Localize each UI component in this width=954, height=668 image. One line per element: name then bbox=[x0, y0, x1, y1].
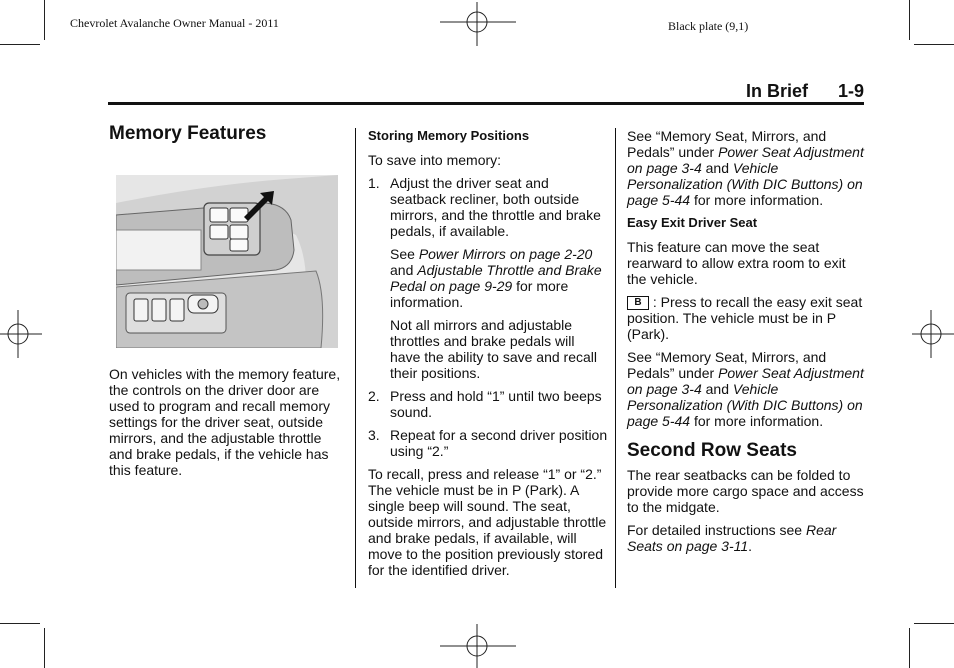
easy-exit-button-icon: B bbox=[627, 296, 649, 310]
memory-body: On vehicles with the memory feature, the controls on the driver door are used to program and recall memory settings for the driver seat, outside mirrors, and the adjustable throttle and brake pedals, if the vehicle has this feature. bbox=[109, 366, 341, 478]
ref-power-seat[interactable]: Power Seat Adjustment on page 3-4 bbox=[627, 144, 864, 176]
memory-intro bbox=[109, 366, 345, 485]
ref-vehicle-personalization[interactable]: Vehicle Personalization (With DIC Buttons) on page 5-44 bbox=[627, 160, 863, 208]
step-2 bbox=[368, 388, 608, 420]
column-divider bbox=[355, 128, 356, 588]
crop-mark bbox=[44, 628, 45, 668]
ref-vehicle-personalization[interactable]: Vehicle Personalization (With DIC Buttons) on page 5-44 bbox=[627, 381, 863, 430]
column-divider bbox=[615, 128, 616, 588]
tail-text: for more information. bbox=[390, 278, 569, 310]
recall-text: To recall, press and release “1” or “2.” The vehicle must be in P (Park). A single beep will sound. The seat, outside mirrors, and adjustable throttle and brake pedals, if available, will move to the position previously stored for the identified driver. bbox=[368, 466, 607, 578]
registration-mark-left bbox=[0, 310, 42, 358]
crop-mark bbox=[914, 623, 954, 624]
and-text: and bbox=[701, 160, 733, 176]
step-text: Press and hold “1” until two beeps sound. bbox=[390, 388, 602, 420]
page-number: 1-9 bbox=[837, 81, 864, 101]
registration-mark-bottom bbox=[440, 624, 516, 668]
header-rule bbox=[108, 102, 864, 105]
see-memory-2 bbox=[627, 349, 865, 429]
ref-adjustable-pedal[interactable]: Adjustable Throttle and Brake Pedal on page 9-29 bbox=[390, 262, 602, 294]
and-text: and bbox=[701, 381, 733, 398]
see-memory-1 bbox=[627, 128, 865, 208]
see-text: See “Memory Seat, Mirrors, and Pedals” under bbox=[627, 349, 827, 382]
crop-mark bbox=[914, 44, 954, 45]
ref-rear-seats[interactable]: Rear Seats on page 3-11 bbox=[627, 522, 837, 555]
crop-mark bbox=[909, 0, 910, 40]
and-text: and bbox=[390, 262, 418, 278]
step-1-see bbox=[368, 246, 608, 310]
see-text: See bbox=[390, 246, 419, 262]
storing-intro: To save into memory: bbox=[368, 152, 502, 168]
ref-power-mirrors[interactable]: Power Mirrors on page 2-20 bbox=[418, 246, 593, 262]
step-number: 2. bbox=[368, 388, 380, 404]
easy-exit-heading: Easy Exit Driver Seat bbox=[627, 215, 758, 230]
see-text: See “Memory Seat, Mirrors, and Pedals” under bbox=[627, 128, 827, 160]
icon-description: : Press to recall the easy exit seat position. The vehicle must be in P (Park). bbox=[627, 294, 863, 343]
storing-heading: Storing Memory Positions bbox=[368, 128, 530, 143]
column-2 bbox=[368, 128, 608, 585]
crop-mark bbox=[909, 628, 910, 668]
detail-instructions bbox=[627, 522, 865, 554]
step-text: Repeat for a second driver position using “2.” bbox=[390, 427, 608, 459]
ref-power-seat[interactable]: Power Seat Adjustment on page 3-4 bbox=[627, 365, 864, 398]
step-text: Adjust the driver seat and seatback recliner, both outside mirrors, and the throttle and brake pedals, if available. bbox=[390, 175, 601, 239]
section-name: In Brief bbox=[745, 81, 808, 101]
registration-mark-top bbox=[440, 2, 516, 46]
step-3 bbox=[368, 427, 608, 459]
plate-label: Black plate (9,1) bbox=[668, 19, 749, 33]
second-row-title: Second Row Seats bbox=[627, 440, 797, 462]
registration-mark-right bbox=[912, 310, 954, 358]
step-number: 3. bbox=[368, 427, 380, 443]
section-heading bbox=[746, 81, 864, 102]
second-row-body: The rear seatbacks can be folded to provide more cargo space and access to the midgate. bbox=[627, 467, 864, 516]
memory-features-title: Memory Features bbox=[109, 123, 267, 144]
easy-exit-body: This feature can move the seat rearward to allow extra room to exit the vehicle. bbox=[627, 239, 846, 287]
manual-title: Chevrolet Avalanche Owner Manual - 2011 bbox=[70, 16, 279, 30]
tail-text: . bbox=[748, 538, 753, 555]
column-1 bbox=[109, 123, 345, 150]
easy-exit-icon-text bbox=[627, 294, 865, 342]
door-controls-illustration bbox=[116, 175, 338, 348]
crop-mark bbox=[0, 44, 40, 45]
column-3 bbox=[627, 128, 865, 561]
step-1 bbox=[368, 175, 608, 239]
step-number: 1. bbox=[368, 175, 380, 191]
detail-text: For detailed instructions see bbox=[627, 522, 806, 539]
tail-text: for more information. bbox=[690, 192, 824, 208]
tail-text: for more information. bbox=[690, 413, 824, 430]
crop-mark bbox=[0, 623, 40, 624]
step-1-note: Not all mirrors and adjustable throttles and brake pedals will have the ability to save and recall their positions. bbox=[390, 317, 598, 381]
crop-mark bbox=[44, 0, 45, 40]
